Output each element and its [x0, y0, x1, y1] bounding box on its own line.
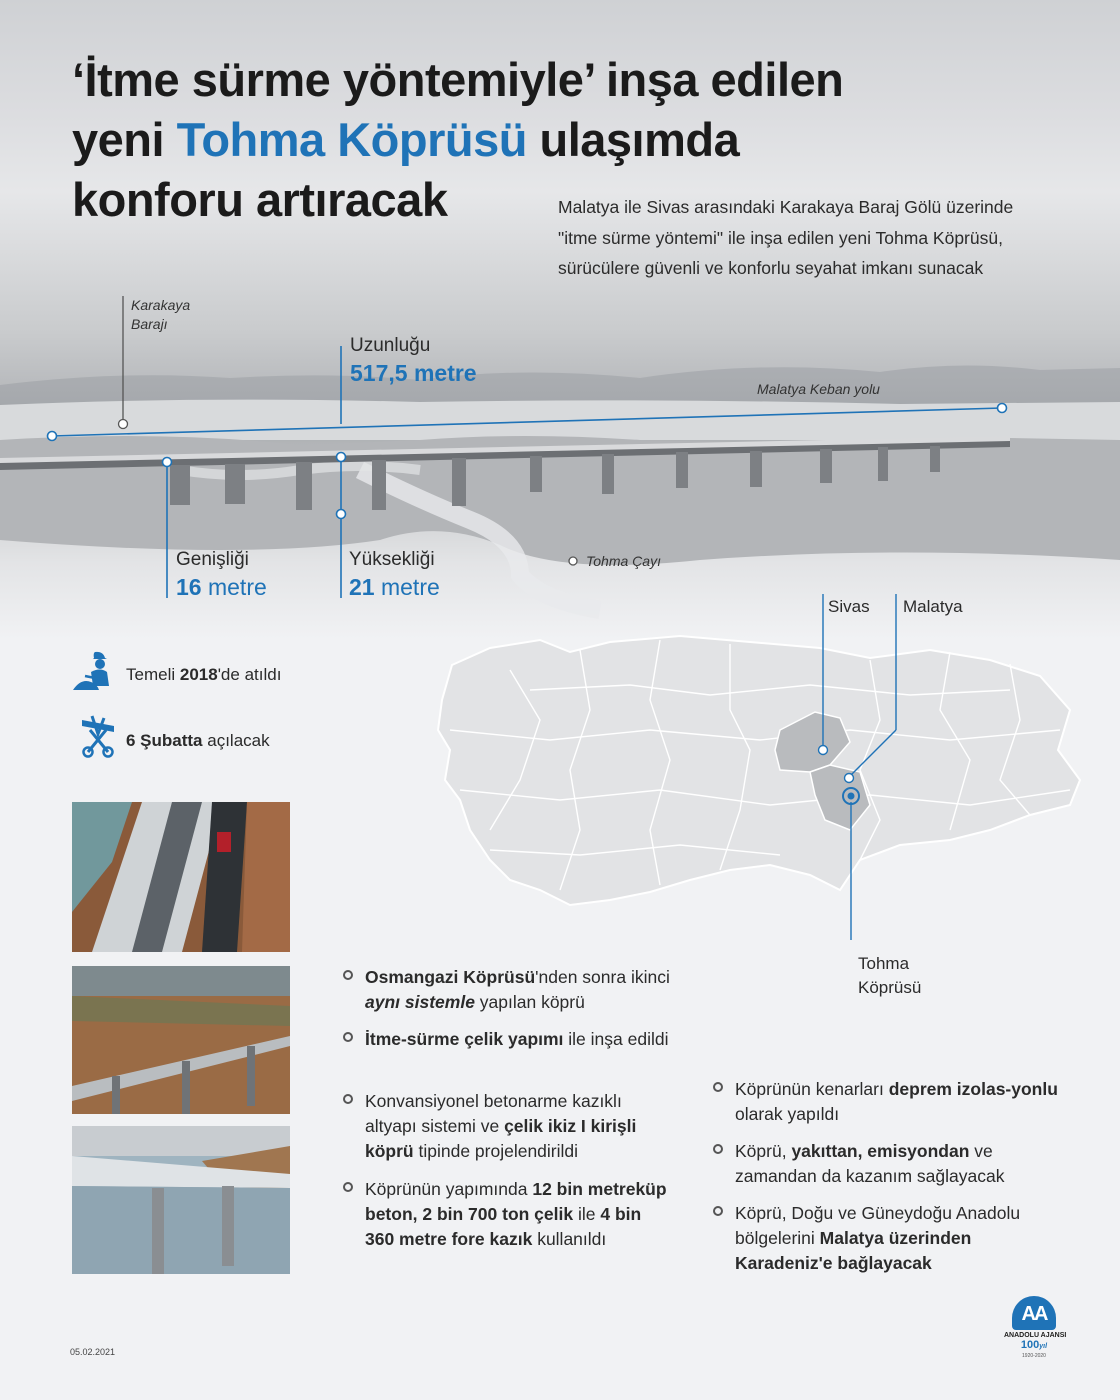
list-item-text: ve zamandan da kazanım sağlayacak	[735, 1141, 1005, 1186]
list-item-text: Konvansiyonel betonarme kazıklı altyapı sistemi ve	[365, 1091, 622, 1136]
list-item-bold: 12 bin metreküp beton, 2 bin 700 ton çelik	[365, 1179, 667, 1224]
list-item	[343, 1027, 668, 1052]
list-item-text: yapılan köprü	[474, 992, 585, 1012]
bridge-label	[858, 952, 921, 1000]
list-item-text: Köprünün kenarları	[735, 1079, 889, 1099]
list-item-text: tipinde projelendirildi	[413, 1141, 579, 1161]
opening-date: 6 Şubatta	[126, 731, 203, 750]
list-item-bold-italic: aynı sistemle	[365, 992, 475, 1012]
list-item-text: Köprünün yapımında	[365, 1179, 533, 1199]
list-item-bold: Osmangazi Köprüsü	[365, 967, 536, 987]
sivas-dot	[819, 746, 828, 755]
length-value: 517,5	[350, 360, 408, 386]
dam-label-line-2: Barajı	[131, 316, 168, 332]
bridge-label-line-1: Tohma	[858, 954, 910, 973]
title-line-2-post: ulaşımda	[526, 113, 740, 166]
height-unit: metre	[374, 574, 440, 600]
list-item	[343, 1177, 673, 1252]
list-item-bold: çelik ikiz I kirişli köprü	[365, 1116, 637, 1161]
malatya-label: Malatya	[903, 597, 963, 616]
list-item-bold: Malatya üzerinden Karadeniz'e bağlayacak	[735, 1228, 972, 1273]
list-item-text: kullanıldı	[532, 1229, 607, 1249]
height-value: 21	[349, 574, 375, 600]
list-item-bold: yakıttan, emisyondan	[791, 1141, 970, 1161]
width-label: Genişliği	[176, 549, 249, 570]
bridge-label-line-2: Köprüsü	[858, 978, 922, 997]
height-label: Yüksekliği	[349, 549, 435, 570]
list-item	[713, 1077, 1058, 1127]
width-value: 16	[176, 574, 202, 600]
length-label: Uzunluğu	[350, 335, 431, 356]
title-line-1: ‘İtme sürme yöntemiyle’ inşa edilen	[72, 53, 844, 106]
logo-years: 1920-2020	[1022, 1353, 1046, 1359]
stream-label: Tohma Çayı	[586, 553, 661, 569]
subtitle: Malatya ile Sivas arasındaki Karakaya Baraj Gölü üzerinde "itme sürme yöntemi" ile inşa edilen yeni Tohma Köprüsü, sürücülere güvenli ve konforlu seyahat imkanı sunacak	[558, 197, 1014, 278]
anadolu-agency-logo	[1004, 1296, 1067, 1359]
road-label: Malatya Keban yolu	[757, 381, 880, 397]
list-item	[343, 965, 673, 1015]
title-line-3: konforu artıracak	[72, 173, 448, 226]
list-item	[713, 1201, 1058, 1276]
right-facts-list	[713, 1077, 1058, 1287]
malatya-dot	[845, 774, 854, 783]
list-item	[343, 1089, 673, 1164]
list-item	[713, 1139, 1058, 1189]
photo-bridge-lake	[72, 1126, 290, 1274]
foundation-post: 'de atıldı	[217, 665, 282, 684]
title-highlight: Tohma Köprüsü	[176, 113, 527, 166]
logo-anniversary-number: 100	[1020, 1339, 1040, 1351]
list-item-bold: 4 bin 360 metre fore kazık	[365, 1204, 642, 1249]
logo-mark: AA	[1012, 1296, 1056, 1330]
title-line-2-pre: yeni	[72, 113, 177, 166]
list-item-text: Köprü,	[735, 1141, 792, 1161]
publish-date: 05.02.2021	[70, 1347, 116, 1357]
opening-post: açılacak	[202, 731, 270, 750]
sivas-label: Sivas	[828, 597, 870, 616]
foundation-pre: Temeli	[126, 665, 180, 684]
length-unit: metre	[407, 360, 477, 386]
logo-anniversary	[1004, 1339, 1064, 1353]
logo-name: ANADOLU AJANSI	[1004, 1332, 1067, 1339]
dam-label-line-1: Karakaya	[131, 297, 191, 313]
width-unit: metre	[201, 574, 267, 600]
list-item-text: 'nden sonra ikinci	[535, 967, 670, 987]
list-item-text: olarak yapıldı	[735, 1104, 840, 1124]
list-item-bold: İtme-sürme çelik yapımı	[365, 1029, 564, 1049]
foundation-year: 2018	[179, 665, 218, 684]
list-item-text: ile	[573, 1204, 601, 1224]
left-facts-list	[343, 965, 673, 1285]
list-item-bold: deprem izolas-yonlu	[888, 1079, 1058, 1099]
list-item-text: Köprü, Doğu ve Güneydoğu Anadolu bölgelerini	[735, 1203, 1021, 1248]
list-item-text: ile inşa edildi	[563, 1029, 669, 1049]
logo-anniversary-suffix: yıl	[1039, 1343, 1048, 1350]
bridge-location-icon	[848, 793, 855, 800]
